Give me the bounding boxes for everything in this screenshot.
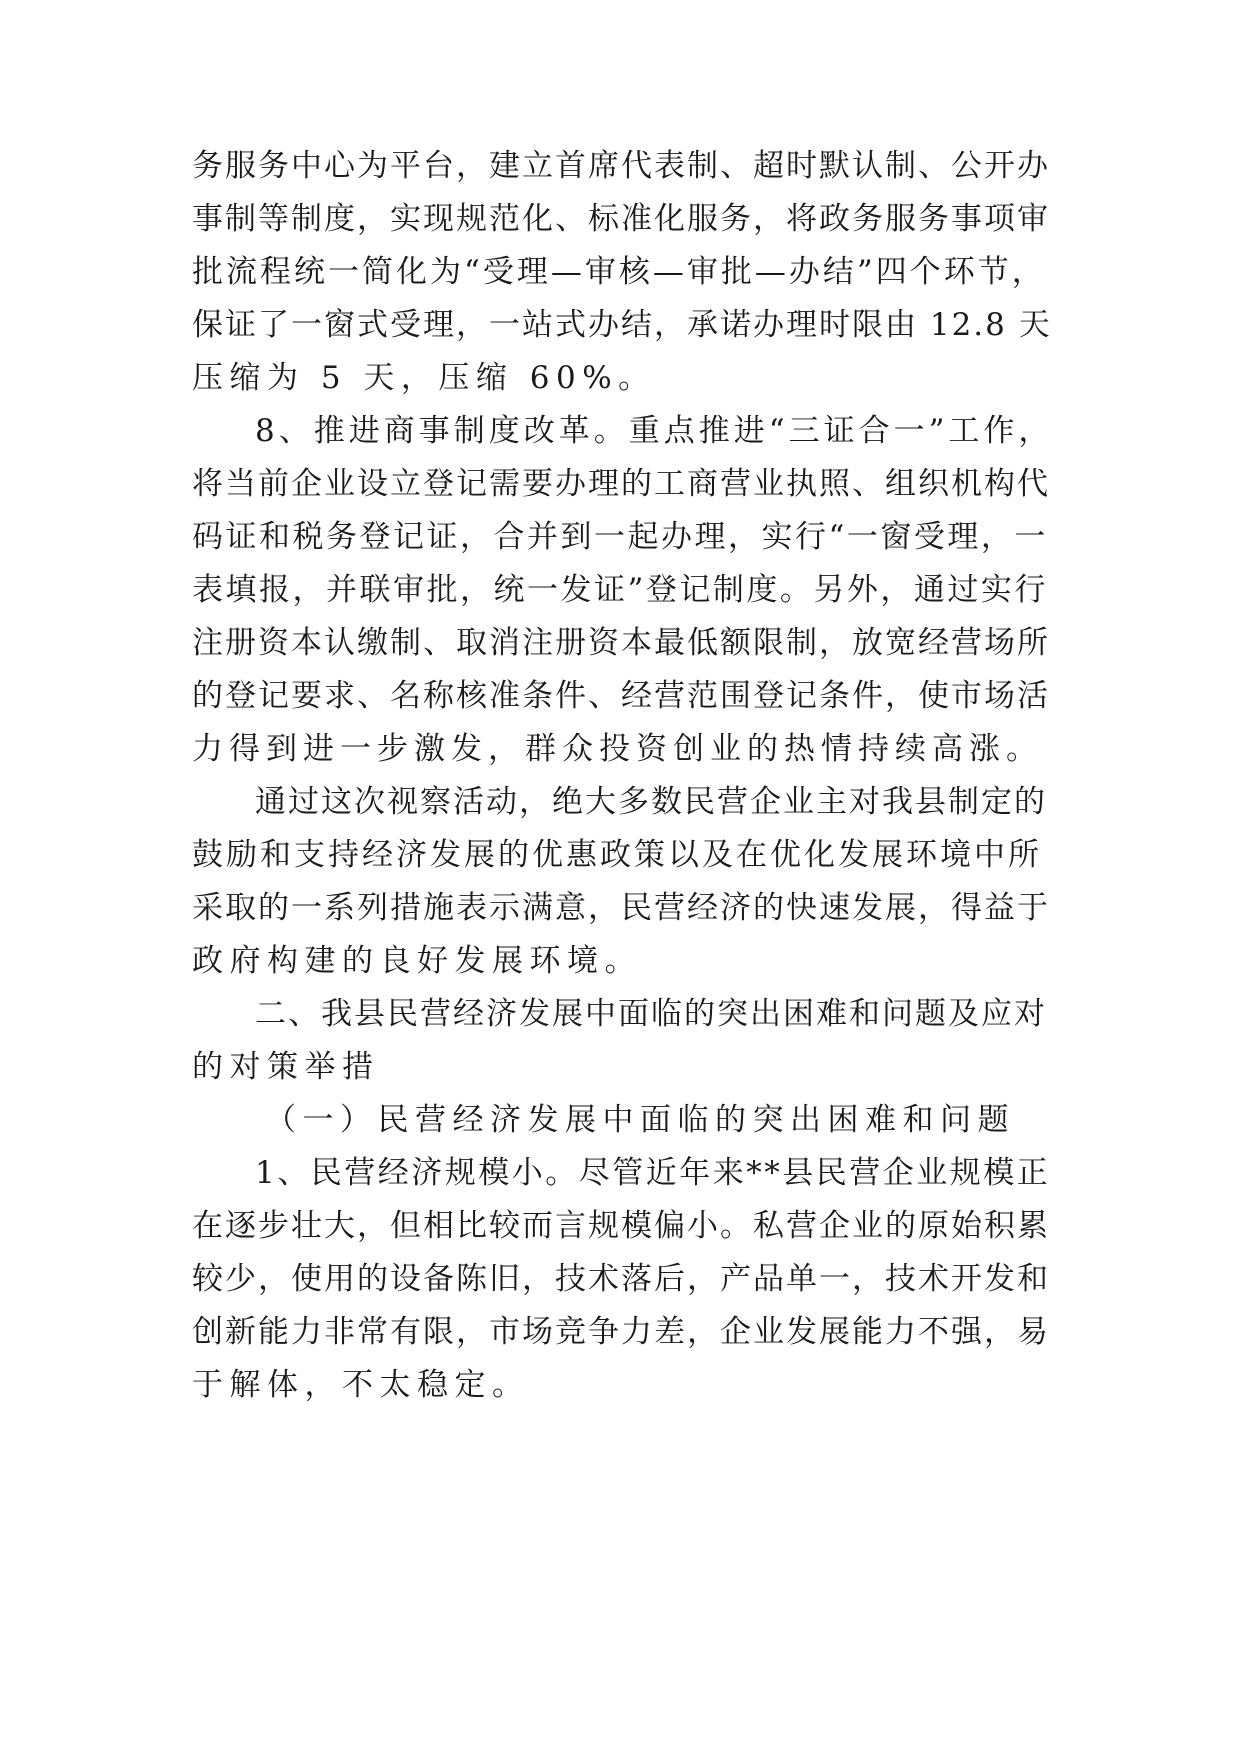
- text-line: 批流程统一简化为“受理—审核—审批—办结”四个环节，: [192, 254, 1046, 290]
- text-line: 将当前企业设立登记需要办理的工商营业执照、组织机构代: [192, 466, 1050, 502]
- paragraph-start-line: 1、民营经济规模小。尽管近年来**县民营企业规模正: [255, 1155, 1051, 1191]
- text-line: 在逐步壮大，但相比较而言规模偏小。私营企业的原始积累: [192, 1208, 1050, 1244]
- text-line: 政府构建的良好发展环境。: [192, 943, 642, 979]
- text-line: 较少，使用的设备陈旧，技术落后，产品单一，技术开发和: [192, 1261, 1050, 1297]
- paragraph-start-line: 8、推进商事制度改革。重点推进“三证合一”工作，: [255, 413, 1054, 449]
- text-line: 的登记要求、名称核准条件、经营范围登记条件，使市场活: [192, 678, 1050, 714]
- text-line: 于解体，不太稳定。: [192, 1367, 530, 1403]
- text-line: 保证了一窗式受理，一站式办结，承诺办理时限由 12.8 天: [192, 307, 1052, 343]
- section-heading-line: 二、我县民营经济发展中面临的突出困难和问题及应对: [255, 996, 1047, 1032]
- subsection-heading: （一）民营经济发展中面临的突出困难和问题: [265, 1102, 1015, 1138]
- text-line: 注册资本认缴制、取消注册资本最低额限制，放宽经营场所: [192, 625, 1050, 661]
- text-line: 事制等制度，实现规范化、标准化服务，将政务服务事项审: [192, 201, 1050, 237]
- text-line: 力得到进一步激发，群众投资创业的热情持续高涨。: [192, 731, 1043, 767]
- text-line: 创新能力非常有限，市场竞争力差，企业发展能力不强，易: [192, 1314, 1050, 1350]
- text-line: 务服务中心为平台，建立首席代表制、超时默认制、公开办: [192, 148, 1050, 184]
- section-heading-line: 的对策举措: [192, 1049, 380, 1085]
- text-line: 采取的一系列措施表示满意，民营经济的快速发展，得益于: [192, 890, 1050, 926]
- paragraph-start-line: 通过这次视察活动，绝大多数民营企业主对我县制定的: [255, 784, 1047, 820]
- text-line: 码证和税务登记证，合并到一起办理，实行“一窗受理，一: [192, 519, 1048, 555]
- text-line: 鼓励和支持经济发展的优惠政策以及在优化发展环境中所: [192, 837, 1042, 873]
- text-line: 压缩为 5 天，压缩 60%。: [192, 360, 656, 396]
- text-line: 表填报，并联审批，统一发证”登记制度。另外，通过实行: [192, 572, 1048, 608]
